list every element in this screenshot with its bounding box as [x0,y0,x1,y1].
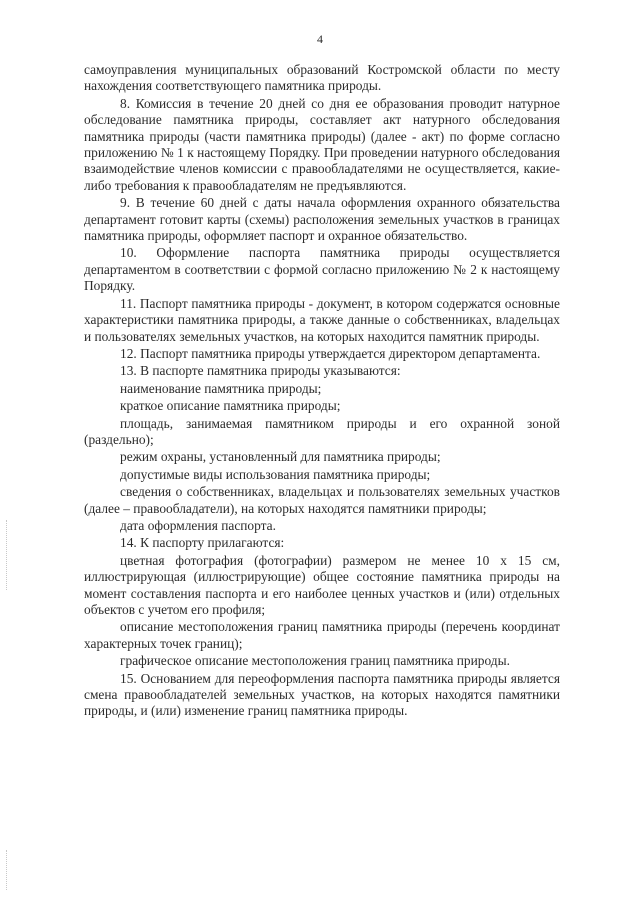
paragraph-item-11: 11. Паспорт памятника природы - документ, в котором содержатся основные характеристики памятника природы, а также данные о собственниках, владельцах и пользователях земельных участков, на которых находится памятник природы. [84,295,560,344]
list-item: площадь, занимаемая памятником природы и его охранной зоной (раздельно); [84,415,560,447]
paragraph-item-12: 12. Паспорт памятника природы утверждается директором департамента. [120,345,541,361]
paragraph-item-15: 15. Основанием для переоформления паспорта памятника природы является смена правообладателей земельных участков, на которых находятся памятники природы, и (или) изменение границ памятника природы. [84,670,560,719]
paragraph-item-13: 13. В паспорте памятника природы указываются: [120,363,401,379]
paragraph-item-8: 8. Комиссия в течение 20 дней со дня ее образования проводит натурное обследование памятника природы, составляет акт натурного обследования памятника природы (части памятника природы) (далее - акт) по форме согласно приложению № 1 к настоящему Порядку. При проведении натурного обследования взаимодействие членов комиссии с правообладателями не осуществляется, какие-либо требования к правообладателям не предъявляются. [84,95,560,193]
list-item: дата оформления паспорта. [120,517,276,533]
list-item: режим охраны, установленный для памятника природы; [120,449,441,465]
paragraph-item-14: 14. К паспорту прилагаются: [120,535,285,551]
document-body [84,62,560,721]
page-number: 4 [317,32,323,46]
list-item: графическое описание местоположения границ памятника природы. [120,653,510,669]
scan-edge-marks [6,850,9,890]
list-item: наименование памятника природы; [120,380,322,396]
list-item: цветная фотография (фотографии) размером не менее 10 x 15 см, иллюстрирующая (иллюстрирующие) общее состояние памятника природы на момент составления паспорта и его наиболее ценных участков и (или) отдельных объектов с учетом его профиля; [84,552,560,617]
paragraph-item-9: 9. В течение 60 дней с даты начала оформления охранного обязательства департамент готовит карты (схемы) расположения земельных участков в границах памятника природы, оформляет паспорт и охранное обязательство. [84,195,560,244]
scan-edge-marks [6,520,9,590]
list-item: сведения о собственниках, владельцах и пользователях земельных участков (далее – правообладатели), на которых находятся памятники природы; [84,484,560,516]
list-item: описание местоположения границ памятника природы (перечень координат характерных точек границ); [84,619,560,651]
list-item: допустимые виды использования памятника природы; [120,466,431,482]
paragraph-item-10: 10. Оформление паспорта памятника природы осуществляется департаментом в соответствии с формой согласно приложению № 2 к настоящему Порядку. [84,245,560,294]
paragraph: самоуправления муниципальных образований Костромской области по месту нахождения соответствующего памятника природы. [84,62,560,94]
list-item: краткое описание памятника природы; [120,398,341,414]
